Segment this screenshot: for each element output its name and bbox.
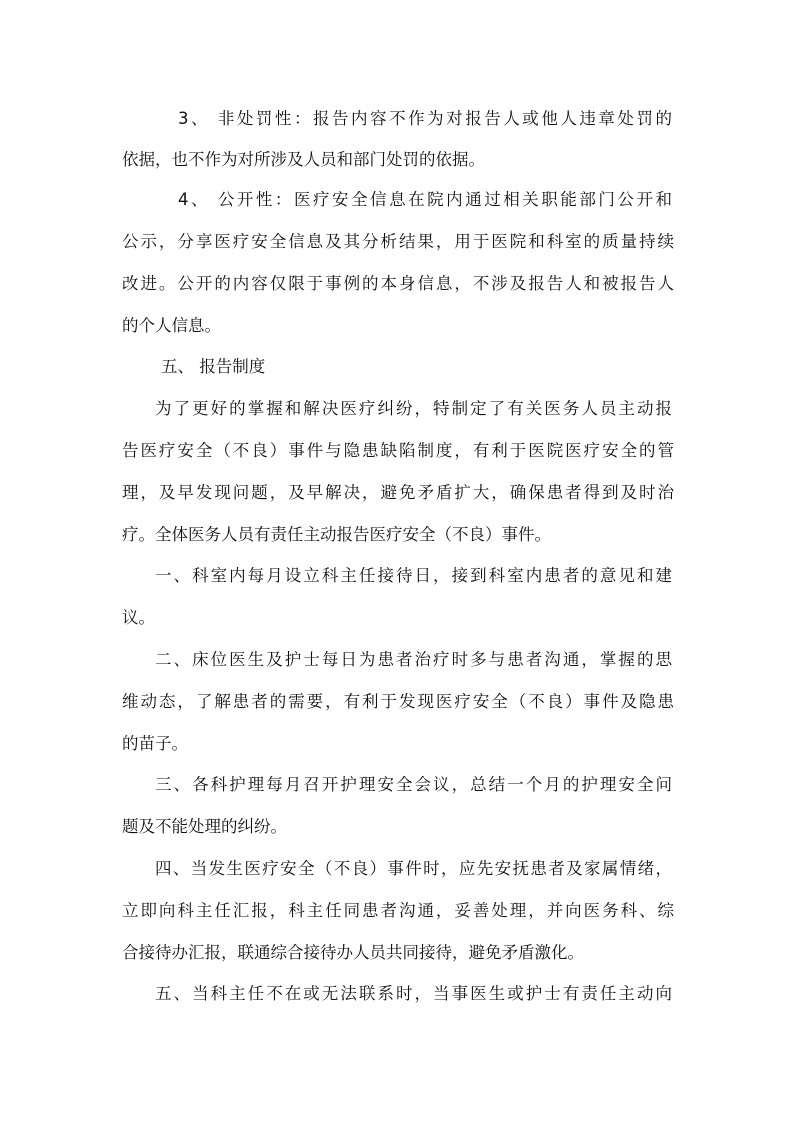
list-item-line: 议。 (122, 608, 155, 627)
paragraph-line: 的个人信息。 (122, 316, 221, 335)
list-item-line: 四、当发生医疗安全（不良）事件时，应先安抚患者及家属情绪， (155, 859, 672, 878)
list-item-line: 五、当科主任不在或无法联系时，当事医生或护士有责任主动向 (155, 984, 672, 1003)
list-item-line: 题及不能处理的纠纷。 (122, 817, 287, 836)
paragraph-line: 3、 非处罚性：报告内容不作为对报告人或他人违章处罚的 (178, 109, 672, 128)
section-heading: 五、 报告制度 (161, 357, 266, 376)
paragraph-line: 4、 公开性：医疗安全信息在院内通过相关职能部门公开和 (178, 190, 672, 209)
paragraph-line: 公示，分享医疗安全信息及其分析结果，用于医院和科室的质量持续 (122, 232, 674, 251)
paragraph-line: 理，及早发现问题，及早解决，避免矛盾扩大，确保患者得到及时治 (122, 483, 674, 502)
list-item-line: 的苗子。 (122, 734, 188, 753)
list-item-line: 三、各科护理每月召开护理安全会议，总结一个月的护理安全问 (155, 775, 672, 794)
list-item-line: 合接待办汇报，联通综合接待办人员共同接待，避免矛盾激化。 (122, 943, 584, 962)
paragraph-line: 为了更好的掌握和解决医疗纠纷，特制定了有关医务人员主动报 (155, 399, 672, 418)
list-item-line: 一、科室内每月设立科主任接待日，接到科室内患者的意见和建 (155, 566, 672, 585)
list-item-line: 维动态，了解患者的需要，有利于发现医疗安全（不良）事件及隐患 (122, 692, 674, 711)
list-item-line: 立即向科主任汇报，科主任同患者沟通，妥善处理，并向医务科、综 (122, 901, 674, 920)
paragraph-line: 改进。公开的内容仅限于事例的本身信息，不涉及报告人和被报告人 (122, 274, 674, 293)
paragraph-line: 依据，也不作为对所涉及人员和部门处罚的依据。 (122, 150, 485, 169)
list-item-line: 二、床位医生及护士每日为患者治疗时多与患者沟通，掌握的思 (155, 650, 672, 669)
paragraph-line: 疗。全体医务人员有责任主动报告医疗安全（不良）事件。 (122, 525, 551, 544)
paragraph-line: 告医疗安全（不良）事件与隐患缺陷制度，有利于医院医疗安全的管 (122, 441, 674, 460)
